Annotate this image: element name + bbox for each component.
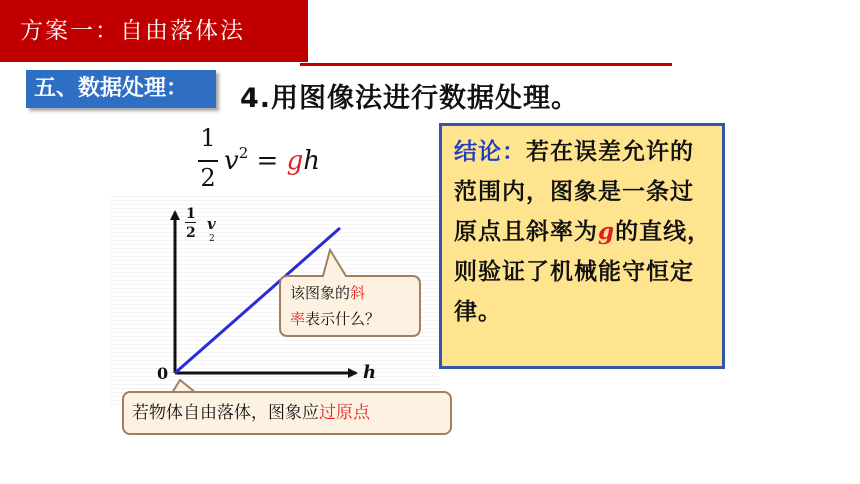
y-label-exponent: 2: [209, 234, 215, 244]
formula-v: v: [224, 146, 239, 176]
bottom-note-highlight: 过原点: [319, 403, 370, 423]
conclusion-g: g: [598, 218, 616, 245]
conclusion-text-2: 的直线，则验证了机械能守恒定律。: [454, 218, 712, 325]
fraction-denominator: 2: [200, 164, 216, 192]
formula-g: g: [286, 146, 304, 176]
conclusion-label: 结论：: [454, 138, 526, 165]
conclusion-text-1: 若在误差允许的范围内，图象是一条过原点且斜率为: [454, 138, 694, 245]
origin-label: 0: [157, 364, 169, 383]
y-label-variable: v: [207, 215, 216, 233]
formula-h: h: [303, 146, 320, 176]
callout-highlight-2: 率: [290, 310, 306, 328]
conclusion-box: [439, 123, 725, 369]
bottom-note: [122, 391, 452, 435]
slide-title: 方案一：自由落体法: [0, 0, 308, 62]
y-label-numerator: 1: [186, 206, 196, 222]
x-axis-label: h: [363, 362, 377, 383]
bottom-note-text: 若物体自由落体，图象应: [132, 403, 319, 423]
section-tag: 五、数据处理：: [26, 70, 216, 108]
formula-exponent: 2: [238, 144, 249, 162]
y-label-denominator: 2: [186, 225, 196, 241]
callout-highlight-1: 斜: [350, 284, 366, 302]
fraction-numerator: 1: [200, 124, 216, 152]
y-label-bar: [185, 222, 196, 223]
callout-text-1: 该图象的: [290, 284, 351, 302]
callout-question: [290, 280, 422, 332]
formula-equals: =: [256, 146, 279, 176]
callout-text-2: 表示什么？: [305, 310, 381, 328]
subtitle: 4.用图像法进行数据处理。: [240, 83, 580, 114]
